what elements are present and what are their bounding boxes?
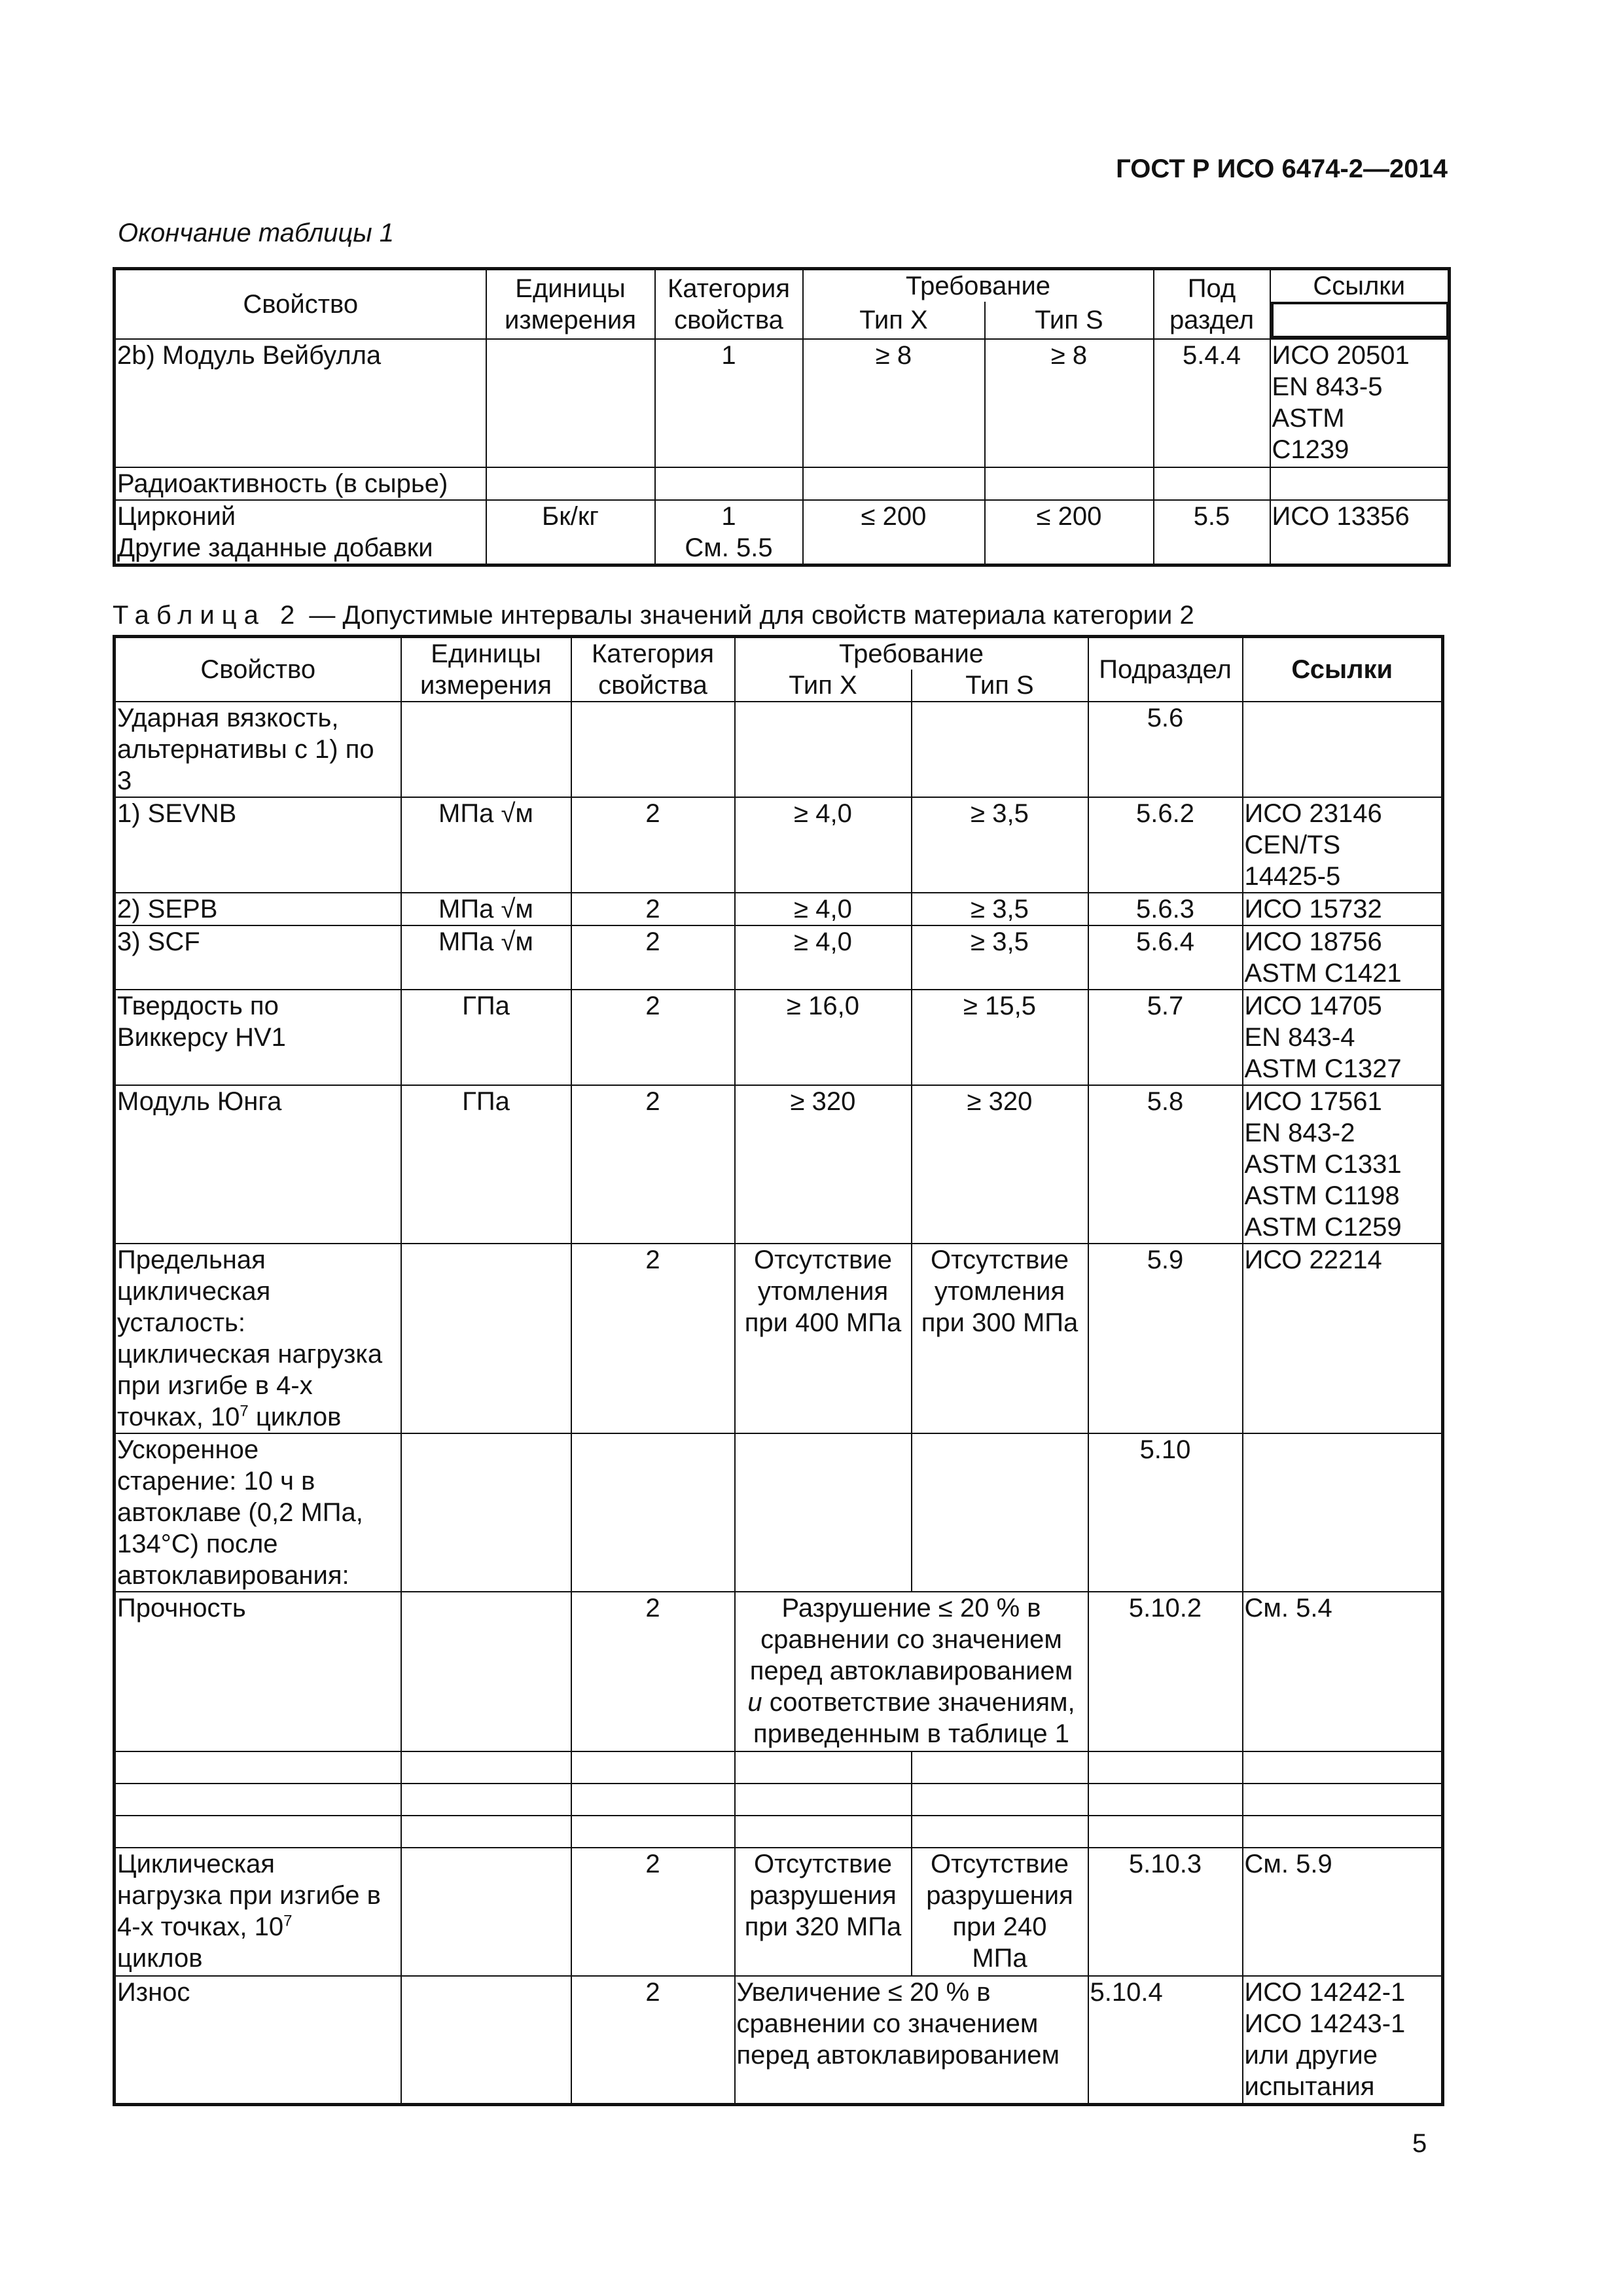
page-number: 5 bbox=[1412, 2129, 1427, 2158]
requirement-line: сравнении со значением bbox=[760, 1625, 1062, 1654]
cell-category: 1 См. 5.5 bbox=[655, 500, 803, 565]
table-row bbox=[115, 1592, 1443, 1751]
requirement-line: соответствие значениям, bbox=[762, 1688, 1075, 1717]
property-text-tail: циклов bbox=[117, 1944, 203, 1973]
t1-header-refs: Ссылки bbox=[1270, 269, 1450, 302]
t2-header-subsection: Подраздел bbox=[1088, 637, 1243, 702]
cell-refs: ИСО 23146 CEN/TS 14425-5 bbox=[1243, 797, 1443, 893]
empty-cell bbox=[912, 1816, 1088, 1848]
cell-type-s bbox=[912, 702, 1088, 797]
table-row-empty bbox=[115, 1751, 1443, 1784]
cell-subsection bbox=[1154, 467, 1270, 500]
cell-type-x: ≥ 4,0 bbox=[735, 925, 912, 990]
table-row bbox=[115, 500, 1450, 565]
table-row bbox=[115, 893, 1443, 925]
cell-category: 2 bbox=[571, 925, 735, 990]
cell-refs: ИСО 14705 EN 843-4 ASTM C1327 bbox=[1243, 990, 1443, 1085]
empty-cell bbox=[1243, 1816, 1443, 1848]
cell-units: ГПа bbox=[401, 1085, 571, 1244]
cell-type-x: ≥ 4,0 bbox=[735, 797, 912, 893]
property-text: Циклическая нагрузка при изгибе в 4-х точках, 10 bbox=[117, 1850, 381, 1941]
t1-header-subsection: Под раздел bbox=[1154, 269, 1270, 340]
cell-units bbox=[486, 467, 655, 500]
table2 bbox=[113, 635, 1444, 2106]
requirement-line: Разрушение ≤ 20 % в bbox=[781, 1594, 1041, 1623]
cell-property: 2b) Модуль Вейбулла bbox=[115, 339, 486, 467]
table-row bbox=[115, 1848, 1443, 1976]
cell-property bbox=[115, 1848, 401, 1976]
exponent: 7 bbox=[283, 1912, 293, 1930]
cell-subsection: 5.4.4 bbox=[1154, 339, 1270, 467]
property-text: Предельная циклическая усталость: циклическая нагрузка при изгибе в 4-х точках, 10 bbox=[117, 1246, 383, 1431]
cell-refs: ИСО 22214 bbox=[1243, 1244, 1443, 1433]
cell-category: 2 bbox=[571, 1848, 735, 1976]
cell-units: МПа √м bbox=[401, 925, 571, 990]
empty-cell bbox=[1088, 1751, 1243, 1784]
cell-subsection: 5.10.2 bbox=[1088, 1592, 1243, 1751]
t1-header-type-x: Тип X bbox=[803, 302, 985, 339]
cell-category bbox=[571, 1433, 735, 1592]
cell-property: Прочность bbox=[115, 1592, 401, 1751]
cell-units bbox=[486, 339, 655, 467]
cell-property: Модуль Юнга bbox=[115, 1085, 401, 1244]
empty-cell bbox=[115, 1751, 401, 1784]
t2-header-type-s: Тип S bbox=[912, 670, 1088, 702]
cell-units bbox=[401, 1592, 571, 1751]
cell-refs: ИСО 18756 ASTM C1421 bbox=[1243, 925, 1443, 990]
property-text-tail: циклов bbox=[248, 1403, 342, 1431]
t2-header-requirement: Требование bbox=[735, 637, 1088, 670]
cell-category: 1 bbox=[655, 339, 803, 467]
empty-cell bbox=[912, 1784, 1088, 1816]
cell-type-x bbox=[735, 1433, 912, 1592]
cell-type-s: Отсутствие утомления при 300 МПа bbox=[912, 1244, 1088, 1433]
cell-type-x: ≥ 16,0 bbox=[735, 990, 912, 1085]
table1-caption: Окончание таблицы 1 bbox=[118, 219, 395, 247]
cell-requirement: Увеличение ≤ 20 % в сравнении со значением перед автоклавированием bbox=[735, 1976, 1088, 2104]
table-row bbox=[115, 925, 1443, 990]
cell-subsection: 5.6 bbox=[1088, 702, 1243, 797]
exponent: 7 bbox=[240, 1402, 249, 1420]
table-row bbox=[115, 1976, 1443, 2104]
cell-refs: См. 5.4 bbox=[1243, 1592, 1443, 1751]
empty-cell bbox=[571, 1751, 735, 1784]
requirement-italic: и bbox=[747, 1688, 762, 1717]
cell-type-x: Отсутствие разрушения при 320 МПа bbox=[735, 1848, 912, 1976]
table2-caption-text: — Допустимые интервалы значений для свойств материала категории 2 bbox=[309, 601, 1194, 630]
table-row bbox=[115, 1244, 1443, 1433]
t1-header-requirement: Требование bbox=[803, 269, 1154, 302]
cell-units bbox=[401, 1976, 571, 2104]
table-row-empty bbox=[115, 1784, 1443, 1816]
cell-subsection: 5.9 bbox=[1088, 1244, 1243, 1433]
requirement-line: перед автоклавированием bbox=[749, 1657, 1073, 1685]
empty-cell bbox=[735, 1784, 912, 1816]
cell-property bbox=[115, 1244, 401, 1433]
cell-type-s: ≥ 15,5 bbox=[912, 990, 1088, 1085]
cell-subsection: 5.6.4 bbox=[1088, 925, 1243, 990]
t2-header-property: Свойство bbox=[115, 637, 401, 702]
cell-refs bbox=[1243, 702, 1443, 797]
t1-header-category: Категория свойства bbox=[655, 269, 803, 340]
cell-units: Бк/кг bbox=[486, 500, 655, 565]
t1-header-property: Свойство bbox=[115, 269, 486, 340]
empty-cell bbox=[1243, 1784, 1443, 1816]
cell-units: МПа √м bbox=[401, 893, 571, 925]
table-row bbox=[115, 339, 1450, 467]
empty-cell bbox=[1088, 1816, 1243, 1848]
empty-cell bbox=[401, 1784, 571, 1816]
cell-requirement bbox=[735, 1592, 1088, 1751]
cell-property: Износ bbox=[115, 1976, 401, 2104]
cell-type-s: ≥ 3,5 bbox=[912, 925, 1088, 990]
table-row bbox=[115, 467, 1450, 500]
cell-subsection: 5.7 bbox=[1088, 990, 1243, 1085]
cell-subsection: 5.6.3 bbox=[1088, 893, 1243, 925]
cell-type-x: ≥ 320 bbox=[735, 1085, 912, 1244]
cell-subsection: 5.10.4 bbox=[1088, 1976, 1243, 2104]
cell-refs: ИСО 14242-1 ИСО 14243-1 или другие испытания bbox=[1243, 1976, 1443, 2104]
cell-property: Цирконий Другие заданные добавки bbox=[115, 500, 486, 565]
cell-type-x: ≥ 8 bbox=[803, 339, 985, 467]
cell-category: 2 bbox=[571, 1592, 735, 1751]
cell-type-s: ≥ 3,5 bbox=[912, 797, 1088, 893]
cell-refs: ИСО 13356 bbox=[1270, 500, 1450, 565]
t1-header-refs-box bbox=[1270, 302, 1450, 339]
t1-header-type-s: Тип S bbox=[985, 302, 1154, 339]
empty-cell bbox=[735, 1816, 912, 1848]
table1 bbox=[113, 267, 1451, 567]
empty-cell bbox=[912, 1751, 1088, 1784]
cell-category bbox=[655, 467, 803, 500]
cell-units: МПа √м bbox=[401, 797, 571, 893]
cell-property: 3) SCF bbox=[115, 925, 401, 990]
cell-type-s bbox=[912, 1433, 1088, 1592]
cell-category: 2 bbox=[571, 990, 735, 1085]
cell-type-s bbox=[985, 467, 1154, 500]
empty-cell bbox=[401, 1751, 571, 1784]
table-row-empty bbox=[115, 1816, 1443, 1848]
t2-header-refs: Ссылки bbox=[1243, 637, 1443, 702]
table-row bbox=[115, 1085, 1443, 1244]
table2-caption bbox=[113, 601, 1194, 630]
cell-property: Ускоренное старение: 10 ч в автоклаве (0,2 МПа, 134°C) после автоклавирования: bbox=[115, 1433, 401, 1592]
cell-type-x bbox=[735, 702, 912, 797]
cell-type-s: ≥ 320 bbox=[912, 1085, 1088, 1244]
empty-cell bbox=[735, 1751, 912, 1784]
cell-subsection: 5.10.3 bbox=[1088, 1848, 1243, 1976]
cell-units bbox=[401, 1433, 571, 1592]
cell-refs: ИСО 17561 EN 843-2 ASTM C1331 ASTM C1198 ASTM C1259 bbox=[1243, 1085, 1443, 1244]
standard-designation: ГОСТ Р ИСО 6474-2—2014 bbox=[1116, 154, 1448, 183]
cell-refs: См. 5.9 bbox=[1243, 1848, 1443, 1976]
cell-category: 2 bbox=[571, 1976, 735, 2104]
table-row bbox=[115, 797, 1443, 893]
table2-caption-label: Таблица 2 bbox=[113, 601, 302, 630]
empty-cell bbox=[1088, 1784, 1243, 1816]
cell-property: Радиоактивность (в сырье) bbox=[115, 467, 486, 500]
cell-property: 2) SEPB bbox=[115, 893, 401, 925]
cell-property: Ударная вязкость, альтернативы с 1) по 3 bbox=[115, 702, 401, 797]
empty-cell bbox=[401, 1816, 571, 1848]
cell-units bbox=[401, 1848, 571, 1976]
cell-type-s: Отсутствие разрушения при 240 МПа bbox=[912, 1848, 1088, 1976]
empty-cell bbox=[115, 1784, 401, 1816]
cell-type-x: Отсутствие утомления при 400 МПа bbox=[735, 1244, 912, 1433]
cell-refs: ИСО 20501 EN 843-5 ASTM C1239 bbox=[1270, 339, 1450, 467]
cell-type-s: ≥ 3,5 bbox=[912, 893, 1088, 925]
cell-property: Твердость по Виккерсу HV1 bbox=[115, 990, 401, 1085]
table-row bbox=[115, 1433, 1443, 1592]
cell-refs bbox=[1270, 467, 1450, 500]
empty-cell bbox=[1243, 1751, 1443, 1784]
cell-category: 2 bbox=[571, 1244, 735, 1433]
table-row bbox=[115, 702, 1443, 797]
cell-subsection: 5.5 bbox=[1154, 500, 1270, 565]
cell-property: 1) SEVNB bbox=[115, 797, 401, 893]
cell-type-x: ≤ 200 bbox=[803, 500, 985, 565]
empty-cell bbox=[571, 1816, 735, 1848]
requirement-line: приведенным в таблице 1 bbox=[753, 1719, 1069, 1748]
cell-category bbox=[571, 702, 735, 797]
cell-refs bbox=[1243, 1433, 1443, 1592]
cell-units: ГПа bbox=[401, 990, 571, 1085]
cell-units bbox=[401, 702, 571, 797]
cell-category: 2 bbox=[571, 893, 735, 925]
t2-header-type-x: Тип X bbox=[735, 670, 912, 702]
cell-type-x bbox=[803, 467, 985, 500]
empty-cell bbox=[571, 1784, 735, 1816]
cell-type-s: ≥ 8 bbox=[985, 339, 1154, 467]
empty-cell bbox=[115, 1816, 401, 1848]
cell-refs: ИСО 15732 bbox=[1243, 893, 1443, 925]
cell-type-s: ≤ 200 bbox=[985, 500, 1154, 565]
t2-header-category: Категория свойства bbox=[571, 637, 735, 702]
cell-subsection: 5.10 bbox=[1088, 1433, 1243, 1592]
cell-type-x: ≥ 4,0 bbox=[735, 893, 912, 925]
table-row bbox=[115, 990, 1443, 1085]
t2-header-units: Единицы измерения bbox=[401, 637, 571, 702]
cell-category: 2 bbox=[571, 797, 735, 893]
cell-units bbox=[401, 1244, 571, 1433]
cell-category: 2 bbox=[571, 1085, 735, 1244]
cell-subsection: 5.6.2 bbox=[1088, 797, 1243, 893]
t1-header-units: Единицы измерения bbox=[486, 269, 655, 340]
cell-subsection: 5.8 bbox=[1088, 1085, 1243, 1244]
